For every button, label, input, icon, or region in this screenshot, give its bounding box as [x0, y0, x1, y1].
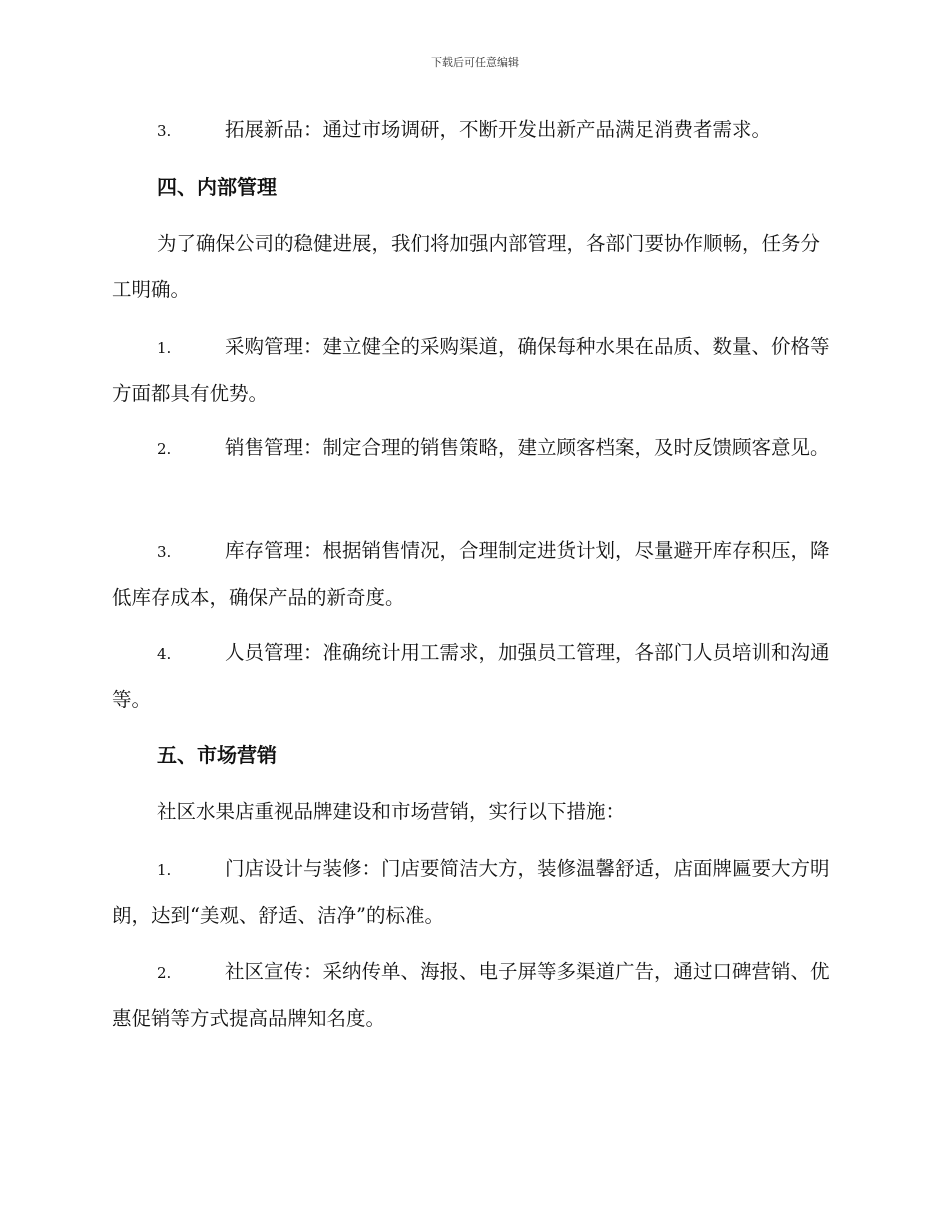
item-text: 社区宣传：采纳传单、海报、电子屏等多渠道广告，通过口碑营销、优惠促销等方式提高品牌知名度。: [112, 960, 830, 1030]
item-number: 1.: [157, 861, 172, 879]
page-header: 下载后可任意编辑: [431, 56, 519, 69]
item-number: 2.: [157, 964, 172, 982]
section-heading: 五、市场营销: [157, 743, 277, 767]
item-text: 人员管理：准确统计用工需求，加强员工管理，各部门人员培训和沟通等。: [112, 641, 830, 711]
paragraph: [112, 789, 834, 835]
paragraph: [112, 221, 834, 313]
list-item: [112, 630, 834, 723]
list-item: [112, 425, 834, 472]
list-item: [112, 324, 834, 417]
item-text: 销售管理：制定合理的销售策略，建立顾客档案，及时反馈顾客意见。: [225, 436, 830, 459]
item-text: 门店设计与装修：门店要简洁大方，装修温馨舒适，店面牌匾要大方明朗，达到“美观、舒适、洁净”的标准。: [112, 857, 830, 927]
list-item: [112, 107, 834, 154]
list-item: [112, 846, 834, 939]
paragraph-text: 社区水果店重视品牌建设和市场营销，实行以下措施：: [157, 800, 626, 823]
item-number: 3.: [157, 543, 172, 561]
list-item: [112, 949, 834, 1042]
item-number: 4.: [157, 645, 172, 663]
list-item: [112, 528, 834, 621]
item-text: 拓展新品：通过市场调研，不断开发出新产品满足消费者需求。: [225, 118, 772, 141]
item-text: 采购管理：建立健全的采购渠道，确保每种水果在品质、数量、价格等方面都具有优势。: [112, 335, 830, 405]
item-number: 3.: [157, 122, 172, 140]
item-text: 库存管理：根据销售情况，合理制定进货计划，尽量避开库存积压，降低库存成本，确保产品的新奇度。: [112, 539, 830, 609]
section-heading: 四、内部管理: [157, 175, 277, 199]
item-number: 1.: [157, 339, 172, 357]
item-number: 2.: [157, 440, 172, 458]
paragraph-text: 为了确保公司的稳健进展，我们将加强内部管理，各部门要协作顺畅，任务分工明确。: [112, 232, 821, 301]
